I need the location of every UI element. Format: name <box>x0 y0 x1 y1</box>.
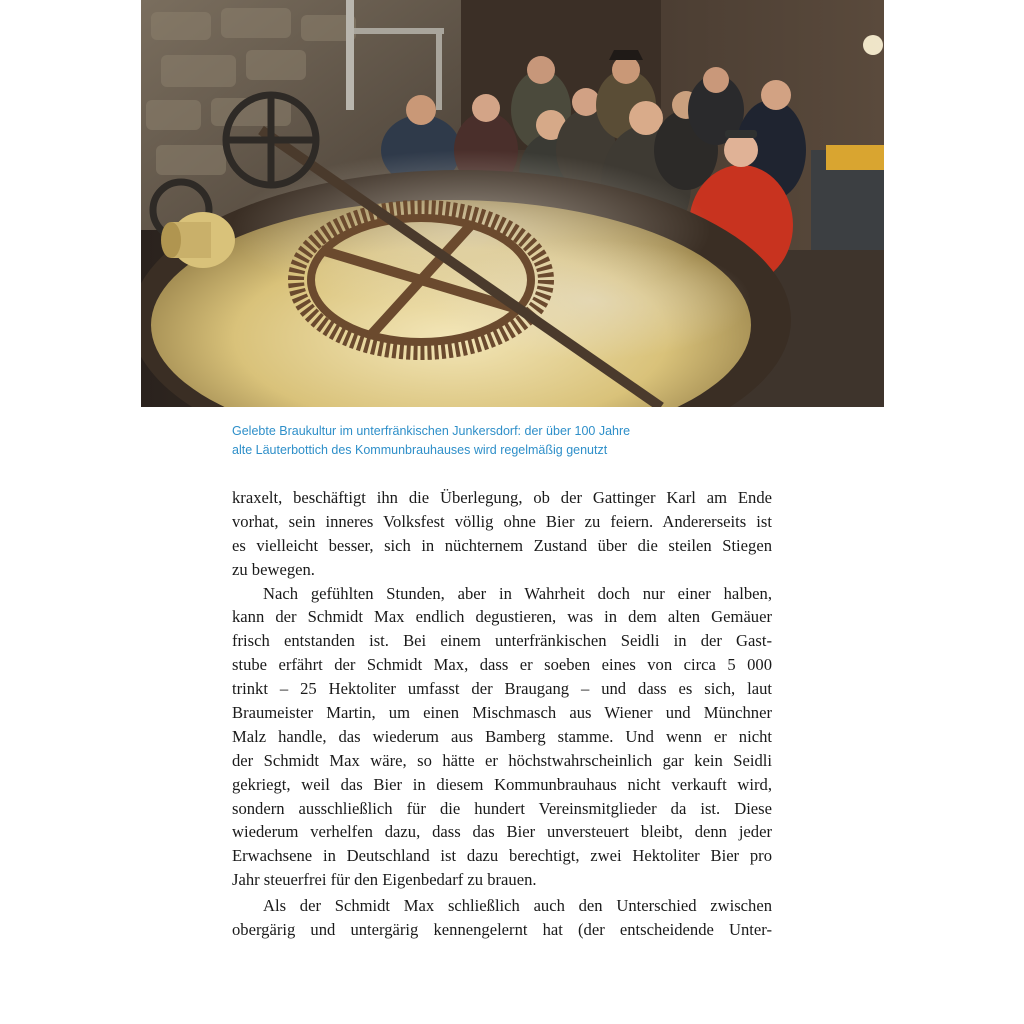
text-line: Als der Schmidt Max schließlich auch den Unterschied zwischen <box>263 896 772 916</box>
text-line: frisch entstanden ist. Bei einem unterfränkischen Seidli in der Gast- <box>232 631 772 651</box>
paragraph-2 <box>232 582 772 893</box>
text-line: trinkt – 25 Hektoliter umfasst der Braugang – und dass es sich, laut <box>232 679 772 699</box>
photo-caption <box>232 422 792 460</box>
body-text <box>232 486 772 942</box>
text-line: wiederum verhelfen dazu, dass das Bier unversteuert bleibt, denn jeder <box>232 822 772 842</box>
text-line: kraxelt, beschäftigt ihn die Überlegung, ob der Gattinger Karl am Ende <box>232 488 772 507</box>
text-line: es vielleicht besser, sich in nüchternem Zustand über die steilen Stiegen <box>232 535 772 555</box>
text-line: Nach gefühlten Stunden, aber in Wahrheit doch nur einer halben, <box>263 583 772 603</box>
text-line: kann der Schmidt Max endlich degustieren, was in dem alten Gemäuer <box>232 607 772 627</box>
text-line: Malz handle, das wiederum aus Bamberg stamme. Und wenn er nicht <box>232 726 772 746</box>
caption-line-1: Gelebte Braukultur im unterfränkischen Junkersdorf: der über 100 Jahre <box>232 424 631 438</box>
text-line: vorhat, sein inneres Volksfest völlig ohne Bier zu feiern. Andererseits ist <box>232 511 772 531</box>
text-line: Jahr steuerfrei für den Eigenbedarf zu brauen. <box>232 870 537 890</box>
text-line: Erwachsene in Deutschland ist dazu berechtigt, zwei Hektoliter Bier pro <box>232 846 772 866</box>
paragraph-3 <box>232 894 772 942</box>
text-line: der Schmidt Max wäre, so hätte er höchstwahrscheinlich gar kein Seidli <box>232 750 772 770</box>
text-line: Braumeister Martin, um einen Mischmasch aus Wiener und Münchner <box>232 703 772 723</box>
text-line: sondern ausschließlich für die hundert Vereinsmitglieder da ist. Diese <box>232 798 772 818</box>
text-line: gekriegt, weil das Bier in diesem Kommunbrauhaus nicht verkauft wird, <box>232 774 772 794</box>
text-line: stube erfährt der Schmidt Max, dass er soeben eines von circa 5 000 <box>232 655 772 675</box>
text-line: obergärig und untergärig kennengelernt hat (der entscheidende Unter- <box>232 920 772 940</box>
paragraph-1 <box>232 486 772 582</box>
text-line: zu bewegen. <box>232 559 315 579</box>
brewery-photo <box>141 0 884 407</box>
caption-line-2: alte Läuterbottich des Kommunbrauhauses wird regelmäßig genutzt <box>232 443 608 457</box>
